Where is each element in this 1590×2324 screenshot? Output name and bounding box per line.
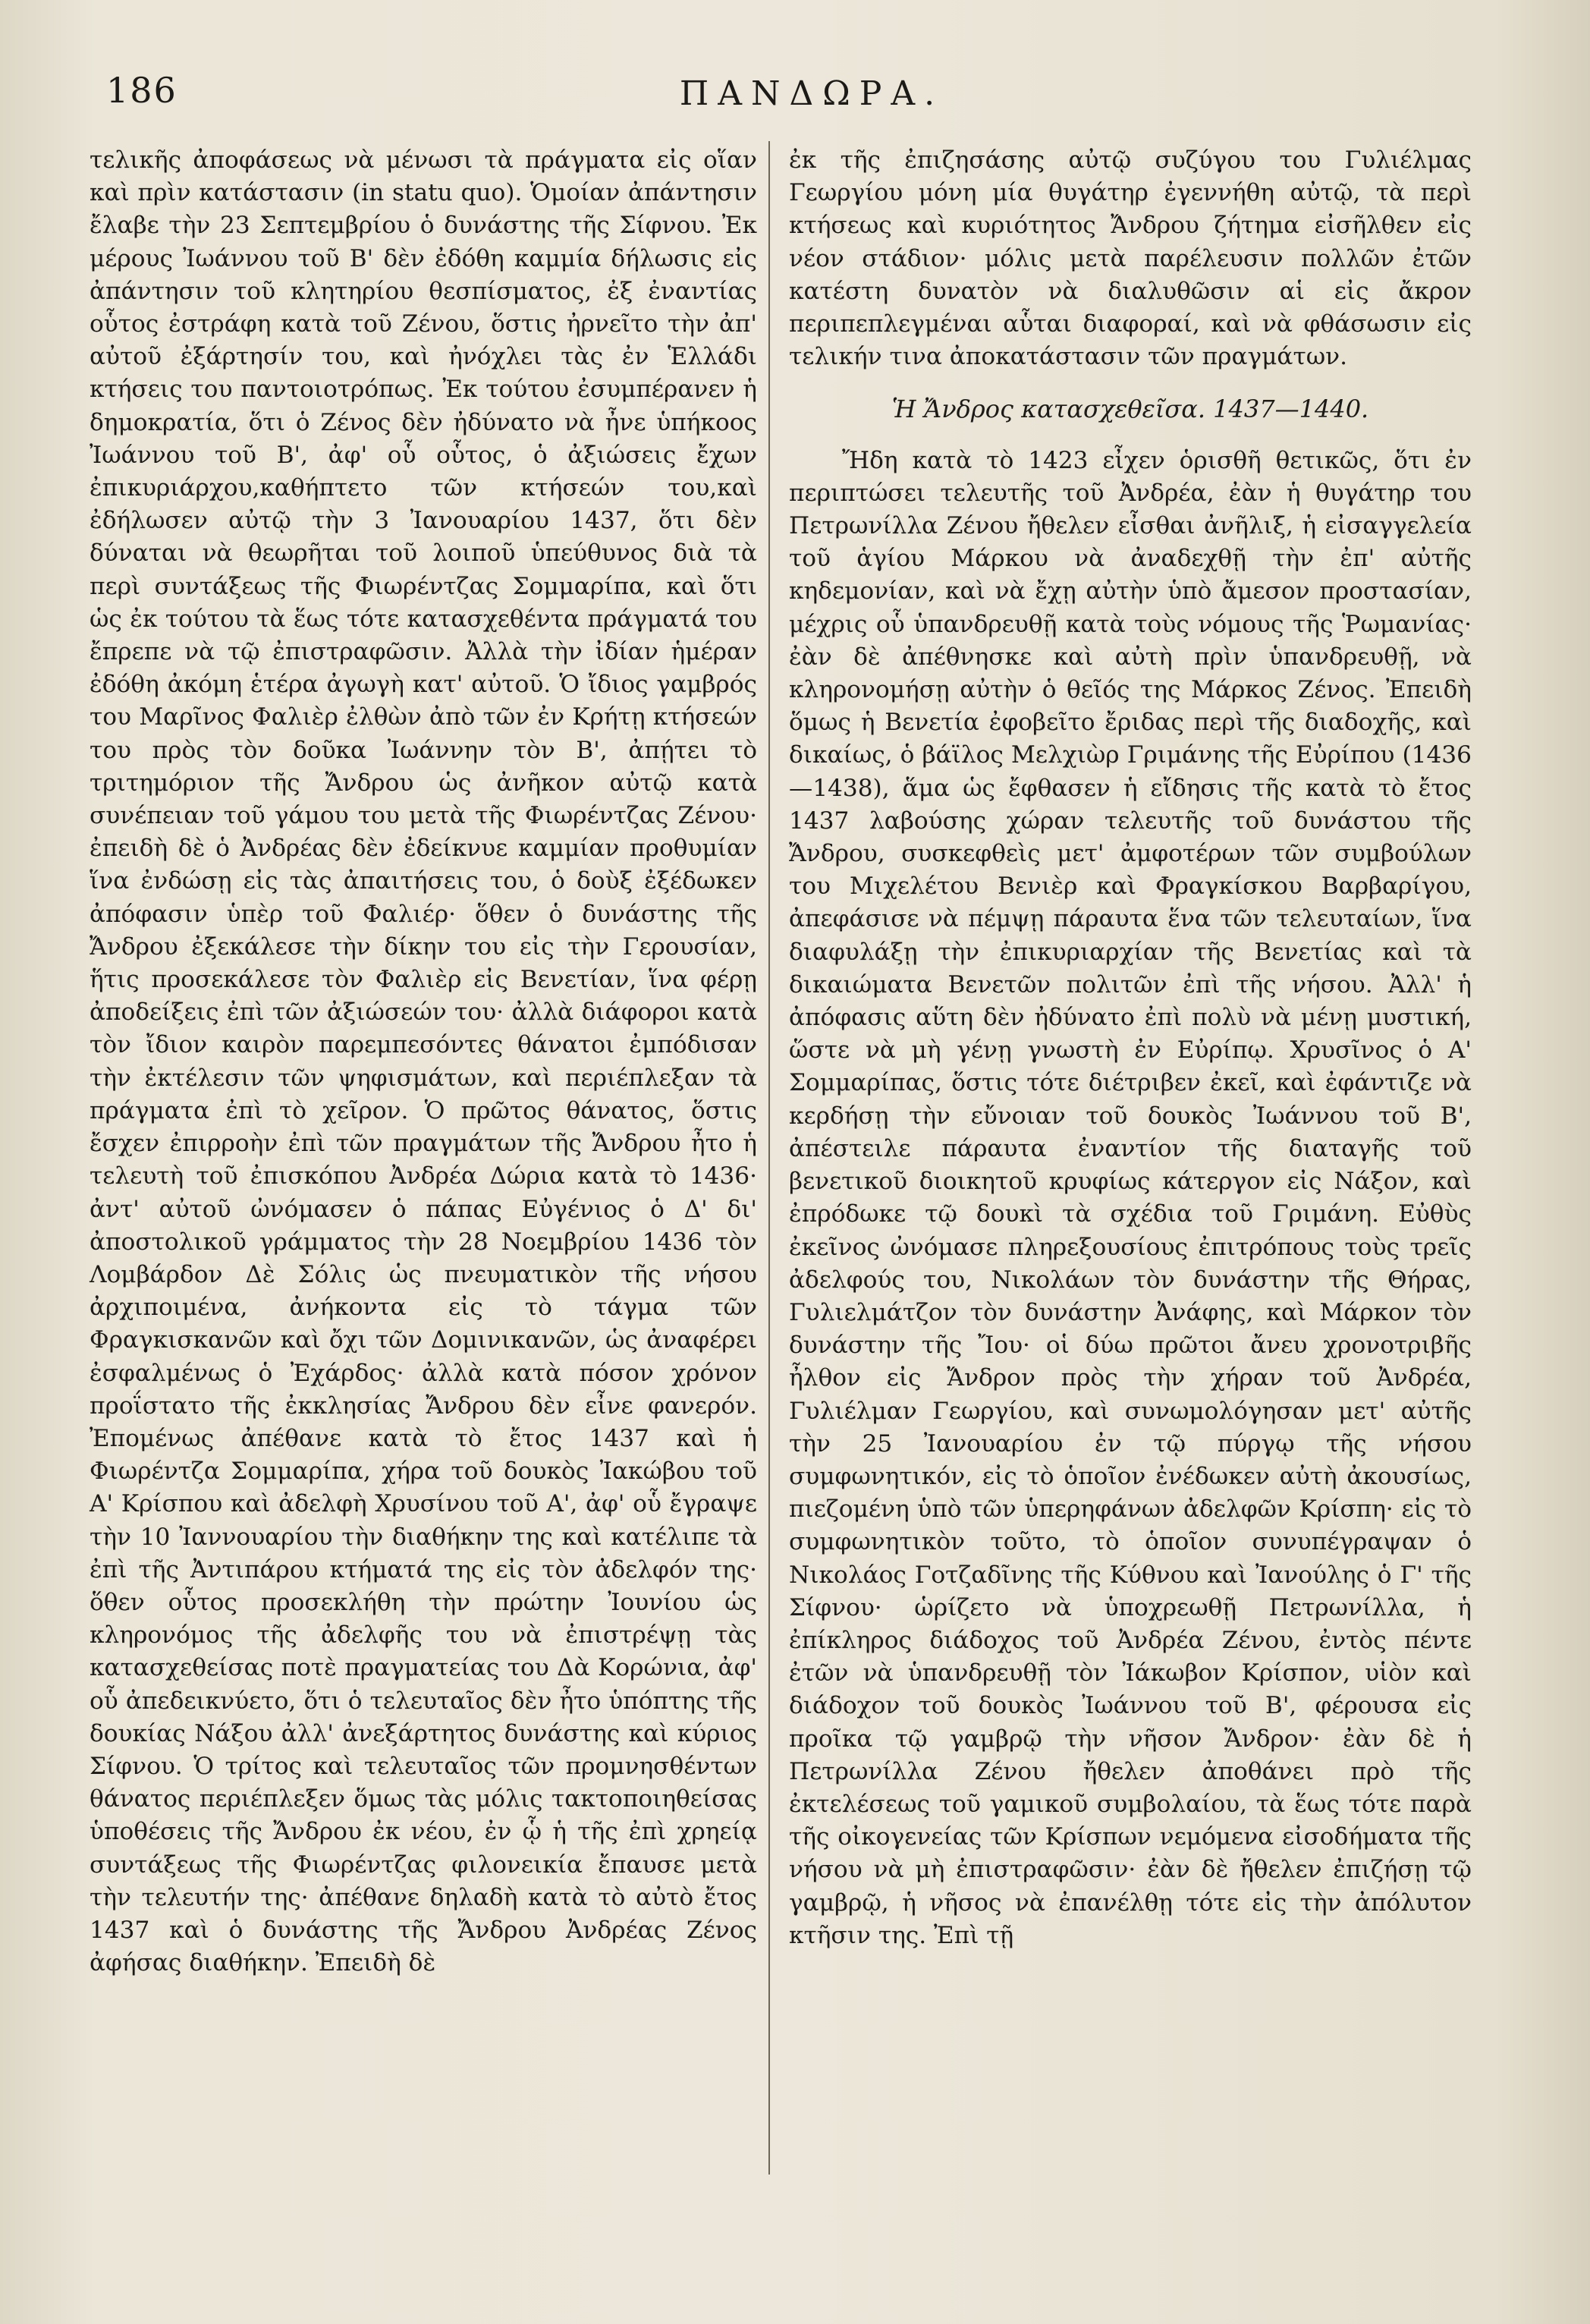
left-paragraph: τελικῆς ἀποφάσεως νὰ μένωσι τὰ πράγματα εἰς οἵαν καὶ πρὶν κατάστασιν (in statu quo). Ὁμοίαν ἀπάντησιν ἔλαβε τὴν 23 Σεπτεμβρίου ὁ δυνάστης τῆς Σίφνου. Ἐκ μέρους Ἰωάννου τοῦ Β' δὲν ἐδόθη καμμία δήλωσις εἰς ἀπάντησιν τοῦ κλητηρίου θεσπίσματος, ἐξ ἐναντίας οὗτος ἐστράφη κατὰ τοῦ Ζένου, ὅστις ἠρνεῖτο τὴν ἀπ' αὐτοῦ ἐξάρτησίν του, καὶ ἠνόχλει τὰς ἐν Ἑλλάδι κτήσεις του παντοιοτρόπως. Ἐκ τούτου ἐσυμπέρανεν ἡ δημοκρατία, ὅτι ὁ Ζένος δὲν ἠδύνατο νὰ ἦνε ὑπήκοος Ἰωάννου τοῦ Β', ἀφ' οὗ οὗτος, ὁ ἀξιώσεις ἔχων ἐπικυριάρχου,καθήπτετο τῶν κτήσεών του,καὶ ἐδήλωσεν αὐτῷ τὴν 3 Ἰανουαρίου 1437, ὅτι δὲν δύναται νὰ θεωρῆται τοῦ λοιποῦ ὑπεύθυνος διὰ τὰ περὶ συντάξεως τῆς Φιωρέντζας Σομμαρίπα, καὶ ὅτι ὡς ἐκ τούτου τὰ ἕως τότε κατασχεθέντα πράγματά του ἔπρεπε νὰ τῷ ἐπιστραφῶσιν. Ἀλλὰ τὴν ἰδίαν ἡμέραν ἐδόθη ἀκόμη ἑτέρα ἀγωγὴ κατ' αὐτοῦ. Ὁ ἴδιος γαμβρός του Μαρῖνος Φαλιὲρ ἐλθὼν ἀπὸ τῶν ἐν Κρήτῃ κτήσεών του πρὸς τὸν δοῦκα Ἰωάννην τὸν Β', ἀπῄτει τὸ τριτημόριον τῆς Ἄνδρου ὡς ἀνῆκον αὐτῷ κατὰ συνέπειαν τοῦ γάμου του μετὰ τῆς Φιωρέντζας Ζένου· ἐπειδὴ δὲ ὁ Ἀνδρέας δὲν ἐδείκνυε καμμίαν προθυμίαν ἵνα ἐνδώσῃ εἰς τὰς ἀπαιτήσεις του, ὁ δοὺξ ἐξέδωκεν ἀπόφασιν ὑπὲρ τοῦ Φαλιέρ· ὅθεν ὁ δυνάστης τῆς Ἄνδρου ἐξεκάλεσε τὴν δίκην του εἰς τὴν Γερουσίαν, ἥτις προσεκάλεσε τὸν Φαλιὲρ εἰς Βενετίαν, ἵνα φέρῃ ἀποδείξεις ἐπὶ τῶν ἀξιώσεών του· ἀλλὰ διάφοροι κατὰ τὸν ἴδιον καιρὸν παρεμπεσόντες θάνατοι ἐμπόδισαν τὴν ἐκτέλεσιν τῶν ψηφισμάτων, καὶ περιέπλεξαν τὰ πράγματα ἐπὶ τὸ χεῖρον. Ὁ πρῶτος θάνατος, ὅστις ἔσχεν ἐπιρροὴν ἐπὶ τῶν πραγμάτων τῆς Ἄνδρου ἦτο ἡ τελευτὴ τοῦ ἐπισκόπου Ἀνδρέα Δώρια κατὰ τὸ 1436· ἀντ' αὐτοῦ ὠνόμασεν ὁ πάπας Εὐγένιος ὁ Δ' δι' ἀποστολικοῦ γράμματος τὴν 28 Νοεμβρίου 1436 τὸν Λομβάρδον Δὲ Σόλις ὡς πνευματικὸν τῆς νήσου ἀρχιποιμένα, ἀνήκοντα εἰς τὸ τάγμα τῶν Φραγκισκανῶν καὶ ὄχι τῶν Δομινικανῶν, ὡς ἀναφέρει ἐσφαλμένως ὁ Ἐχάρδος· ἀλλὰ κατὰ πόσον χρόνον προΐστατο τῆς ἐκκλησίας Ἄνδρου δὲν εἶνε φανερόν. Ἐπομένως ἀπέθανε κατὰ τὸ ἔτος 1437 καὶ ἡ Φιωρέντζα Σομμαρίπα, χήρα τοῦ δουκὸς Ἰακώβου τοῦ Α' Κρίσπου καὶ ἀδελφὴ Χρυσίνου τοῦ Α', ἀφ' οὗ ἔγραψε τὴν 10 Ἰαννουαρίου τὴν διαθήκην της καὶ κατέλιπε τὰ ἐπὶ τῆς Ἀντιπάρου κτήματά της εἰς τὸν ἀδελφόν της· ὅθεν οὗτος προσεκλήθη τὴν πρώτην Ἰουνίου ὡς κληρονόμος τῆς ἀδελφῆς του νὰ ἐπιστρέψῃ τὰς κατασχεθείσας ποτὲ πραγματείας του Δὰ Κορώνια, ἀφ' οὗ ἀπεδεικνύετο, ὅτι ὁ τελευταῖος δὲν ἦτο ὑπόπτης τῆς δουκίας Νάξου ἀλλ' ἀνεξάρτητος δυνάστης καὶ κύριος Σίφνου. Ὁ τρίτος καὶ τελευταῖος τῶν προμνησθέντων θάνατος περιέπλεξεν ὅμως τὰς μόλις τακτοποιηθείσας ὑποθέσεις τῆς Ἄνδρου ἐκ νέου, ἐν ᾧ ἡ τῆς ἐπὶ χρηείᾳ συντάξεως τῆς Φιωρέντζας φιλονεικία ἔπαυσε μετὰ τὴν τελευτήν της· ἀπέθανε δηλαδὴ κατὰ τὸ αὐτὸ ἔτος 1437 καὶ ὁ δυνάστης τῆς Ἄνδρου Ἀνδρέας Ζένος ἀφήσας διαθήκην. Ἐπειδὴ δὲ	[90, 146, 757, 1977]
running-title: ΠΑΝΔΩΡΑ.	[679, 74, 944, 113]
page-number: 186	[106, 70, 178, 111]
page-header	[106, 70, 1517, 131]
left-column	[90, 144, 757, 1980]
right-intro-paragraph: ἐκ τῆς ἐπιζησάσης αὐτῷ συζύγου του Γυλιέλμας Γεωργίου μόνη μία θυγάτηρ ἐγεννήθη αὐτῷ, τὰ περὶ κτήσεως καὶ κυριότητος Ἄνδρου ζήτημα εἰσῆλθεν εἰς νέον στάδιον· μόλις μετὰ παρέλευσιν πολλῶν ἐτῶν κατέστη δυνατὸν νὰ διαλυθῶσιν αἱ εἰς ἄκρον περιπεπλεγμέναι αὗται διαφοραί, καὶ νὰ φθάσωσιν εἰς τελικήν τινα ἀποκατάστασιν τῶν πραγμάτων.	[789, 146, 1472, 371]
column-divider	[768, 141, 770, 2175]
right-column	[789, 144, 1472, 1952]
section-heading: Ἡ Ἄνδρος κατασχεθεῖσα. 1437—1440.	[891, 395, 1369, 424]
right-body-paragraph: Ἤδη κατὰ τὸ 1423 εἶχεν ὁρισθῆ θετικῶς, ὅτι ἐν περιπτώσει τελευτῆς τοῦ Ἀνδρέα, ἐὰν ἡ θυγάτηρ του Πετρωνίλλα Ζένου ἤθελεν εἶσθαι ἀνῆλιξ, ἡ εἰσαγγελεία τοῦ ἁγίου Μάρκου νὰ ἀναδεχθῇ τὴν ἐπ' αὐτῆς κηδεμονίαν, καὶ νὰ ἔχῃ αὐτὴν ὑπὸ ἄμεσον προστασίαν, μέχρις οὗ ὑπανδρευθῇ κατὰ τοὺς νόμους τῆς Ῥωμανίας· ἐὰν δὲ ἀπέθνησκε καὶ αὐτὴ πρὶν ὑπανδρευθῇ, νὰ κληρονομήσῃ αὐτὴν ὁ θεῖός της Μάρκος Ζένος. Ἐπειδὴ ὅμως ἡ Βενετία ἐφοβεῖτο ἔριδας περὶ τῆς διαδοχῆς, καὶ δικαίως, ὁ βάϊλος Μελχιὼρ Γριμάνης τῆς Εὐρίπου (1436—1438), ἅμα ὡς ἔφθασεν ἡ εἴδησις τῆς κατὰ τὸ ἔτος 1437 λαβούσης χώραν τελευτῆς τοῦ δυνάστου τῆς Ἄνδρου, συσκεφθεὶς μετ' ἀμφοτέρων τῶν συμβούλων του Μιχελέτου Βενιὲρ καὶ Φραγκίσκου Βαρβαρίγου, ἀπεφάσισε νὰ πέμψῃ πάραυτα ἕνα τῶν τελευταίων, ἵνα διαφυλάξῃ τὴν ἐπικυριαρχίαν τῆς Βενετίας καὶ τὰ δικαιώματα Βενετῶν πολιτῶν ἐπὶ τῆς νήσου. Ἀλλ' ἡ ἀπόφασις αὕτη δὲν ἠδύνατο ἐπὶ πολὺ νὰ μένῃ μυστική, ὥστε νὰ μὴ γένῃ γνωστὴ ἐν Εὐρίπῳ. Χρυσῖνος ὁ Α' Σομμαρίπας, ὅστις τότε διέτριβεν ἐκεῖ, καὶ ἐφάντιζε νὰ κερδήσῃ τὴν εὔνοιαν τοῦ δουκὸς Ἰωάννου τοῦ Β', ἀπέστειλε πάραυτα ἐναντίον τῆς διαταγῆς τοῦ βενετικοῦ διοικητοῦ κρυφίως κάτεργον εἰς Νάξον, καὶ ἐπρόδωκε τῷ δουκὶ τὰ σχέδια τοῦ Γριμάνη. Εὐθὺς ἐκεῖνος ὠνόμασε πληρεξουσίους ἐπιτρόπους τοὺς τρεῖς ἀδελφούς του, Νικολάων τὸν δυνάστην τῆς Θήρας, Γυλιελμάτζον τὸν δυνάστην Ἀνάφης, καὶ Μάρκον τὸν δυνάστην τῆς Ἴου· οἱ δύω πρῶτοι ἄνευ χρονοτριβῆς ἦλθον εἰς Ἄνδρον πρὸς τὴν χήραν τοῦ Ἀνδρέα, Γυλιέλμαν Γεωργίου, καὶ συνωμολόγησαν μετ' αὐτῆς τὴν 25 Ἰανουαρίου ἐν τῷ πύργῳ τῆς νήσου συμφωνητικόν, εἰς τὸ ὁποῖον ἐνέδωκεν αὐτὴ ἀκουσίως, πιεζομένη ὑπὸ τῶν ὑπερηφάνων ἀδελφῶν Κρίσπη· εἰς τὸ συμφωνητικὸν τοῦτο, τὸ ὁποῖον συνυπέγραψαν ὁ Νικολάος Γοτζαδῖνης τῆς Κύθνου καὶ Ἰανούλης ὁ Γ' τῆς Σίφνου· ὡρίζετο νὰ ὑποχρεωθῇ Πετρωνίλλα, ἡ ἐπίκληρος διάδοχος τοῦ Ἀνδρέα Ζένου, ἐντὸς πέντε ἐτῶν νὰ ὑπανδρευθῇ τὸν Ἰάκωβον Κρίσπον, υἱὸν καὶ διάδοχον τοῦ δουκὸς Ἰωάννου τοῦ Β', φέρουσα εἰς προῖκα τῷ γαμβρῷ τὴν νῆσον Ἄνδρον· ἐὰν δὲ ἡ Πετρωνίλλα Ζένου ἤθελεν ἀποθάνει πρὸ τῆς ἐκτελέσεως τοῦ γαμικοῦ συμβολαίου, τὰ ἕως τότε παρὰ τῆς οἰκογενείας τῶν Κρίσπων νεμόμενα εἰσοδήματα τῆς νήσου νὰ μὴ ἐπιστραφῶσιν· ἐὰν δὲ ἤθελεν ἐπιζήσῃ τῷ γαμβρῷ, ἡ νῆσος νὰ ἐπανέλθῃ τότε εἰς τὴν ἀπόλυτον κτῆσιν της. Ἐπὶ τῇ	[789, 446, 1472, 1949]
